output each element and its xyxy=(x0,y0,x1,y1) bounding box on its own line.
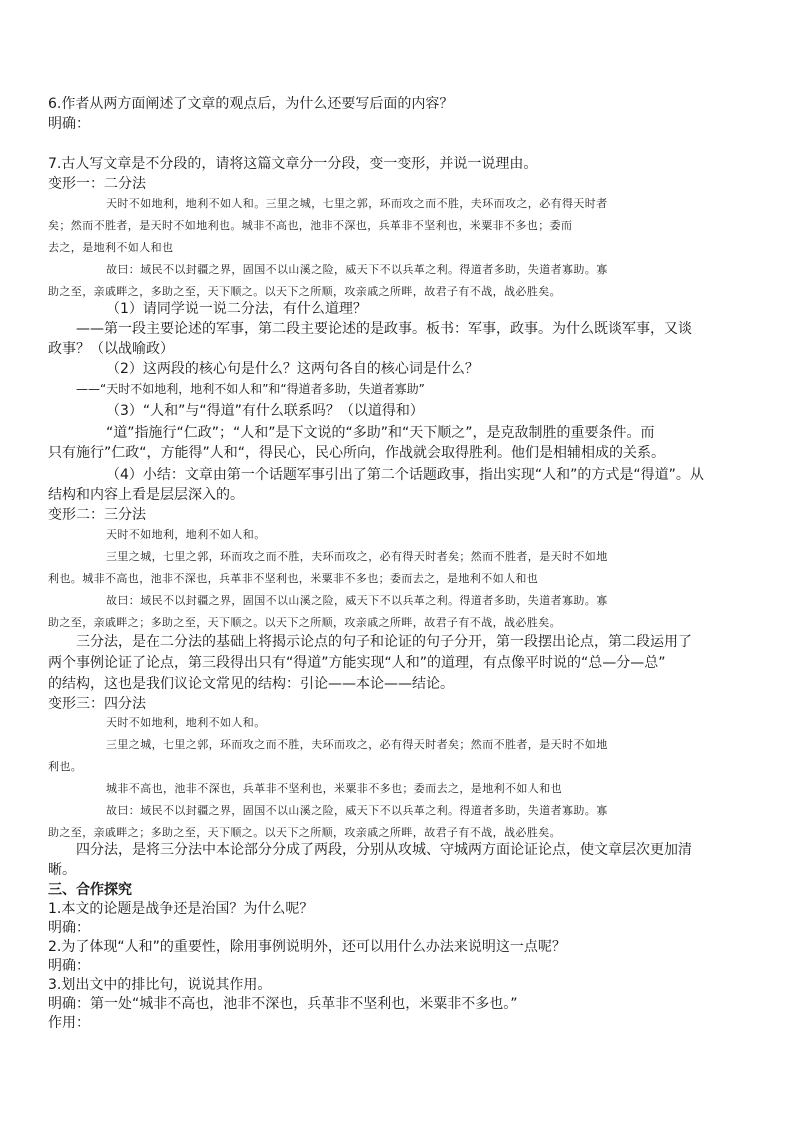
explanation-line: 的结构，这也是我们议论文常见的结构：引论——本论——结论。 xyxy=(48,676,454,692)
discussion-line: （1）请同学说一说二分法，有什么道理？ xyxy=(106,301,367,317)
classical-text-line: 故曰：域民不以封疆之界，固国不以山溪之险，威天下不以兵革之利。得道者多助，失道者寡助。寡 xyxy=(106,263,608,276)
discussion-line: ——第一段主要论述的军事，第二段主要论述的是政事。板书：军事，政事。为什么既谈军事，又谈 xyxy=(76,321,692,337)
classical-text-line: 天时不如地利，地利不如人和。 xyxy=(106,716,266,729)
classical-text-line: 天时不如地利，地利不如人和。三里之城，七里之郭，环而攻之而不胜，夫环而攻之，必有得天时者 xyxy=(106,197,608,210)
classical-text-line: 故曰：域民不以封疆之界，固国不以山溪之险，威天下不以兵革之利。得道者多助，失道者寡助。寡 xyxy=(106,804,608,817)
explanation-line: 三分法，是在二分法的基础上将揭示论点的句子和论证的句子分开，第一段摆出论点，第二段运用了 xyxy=(76,634,692,650)
discussion-line: （2）这两段的核心句是什么？这两句各自的核心词是什么？ xyxy=(106,361,479,377)
discussion-line: 政事？（以战喻政） xyxy=(48,341,174,357)
discussion-line: 结构和内容上看是层层深入的。 xyxy=(48,487,244,503)
section-3-item: 明确： xyxy=(48,958,90,974)
classical-text-line: 三里之城，七里之郭，环而攻之而不胜，夫环而攻之，必有得天时者矣；然而不胜者，是天时不如地 xyxy=(106,738,608,751)
variant-1-title: 变形一：二分法 xyxy=(48,176,146,192)
discussion-line: （4）小结：文章由第一个话题军事引出了第二个话题政事，指出实现“人和”的方式是“得道”。从 xyxy=(106,467,704,483)
section-3-item: 2.为了体现“人和”的重要性，除用事例说明外，还可以用什么办法来说明这一点呢？ xyxy=(48,939,566,955)
question-6-answer-label: 明确： xyxy=(48,116,90,132)
section-3-heading: 三、合作探究 xyxy=(48,882,132,898)
classical-text-line: 去之，是地利不如人和也 xyxy=(48,241,174,254)
discussion-line: “道”指施行“仁政”；“人和”是下文说的“多助”和“天下顺之”，是克敌制胜的重要条件。而 xyxy=(106,425,655,441)
classical-text-line: 利也。 xyxy=(48,760,83,773)
classical-text-line: 天时不如地利，地利不如人和。 xyxy=(106,528,266,541)
classical-text-line: 助之至，亲戚畔之；多助之至，天下顺之。以天下之所顺，攻亲戚之所畔，故君子有不战，战必胜矣。 xyxy=(48,826,561,839)
discussion-line: 只有施行”仁政“，方能得”人和“，得民心，民心所向，作战就会取得胜利。他们是相辅相成的关系。 xyxy=(48,445,666,461)
section-3-item: 明确： xyxy=(48,920,90,936)
explanation-line: 两个事例论证了论点，第三段得出只有“得道”方能实现“人和”的道理，有点像平时说的“总—分—总” xyxy=(48,655,666,671)
question-6: 6.作者从两方面阐述了文章的观点后，为什么还要写后面的内容？ xyxy=(48,96,454,112)
discussion-line: （3）“人和”与“得道”有什么联系吗？（以道得和） xyxy=(106,403,424,419)
section-3-item: 3.划出文中的排比句，说说其作用。 xyxy=(48,977,272,993)
classical-text-line: 利也。城非不高也，池非不深也，兵革非不坚利也，米粟非不多也；委而去之，是地利不如人和也 xyxy=(48,572,539,585)
classical-text-line: 助之至，亲戚畔之，多助之至，天下顺之。以天下之所顺，攻亲戚之所畔，故君子有不战，战必胜矣。 xyxy=(48,285,561,298)
classical-text-line: 故曰：域民不以封疆之界，固国不以山溪之险，威天下不以兵革之利。得道者多助，失道者寡助。寡 xyxy=(106,594,608,607)
discussion-line: ——“天时不如地利，地利不如人和”和“得道者多助，失道者寡助” xyxy=(76,382,425,396)
question-7: 7.古人写文章是不分段的，请将这篇文章分一分段，变一变形，并说一说理由。 xyxy=(48,156,538,172)
explanation-line: 四分法，是将三分法中本论部分分成了两段，分别从攻城、守城两方面论证论点，使文章层次更加清 xyxy=(76,842,692,858)
classical-text-line: 三里之城，七里之郭，环而攻之而不胜，夫环而攻之，必有得天时者矣；然而不胜者，是天时不如地 xyxy=(106,550,608,563)
classical-text-line: 城非不高也，池非不深也，兵革非不坚利也，米粟非不多也；委而去之，是地利不如人和也 xyxy=(106,782,562,795)
section-3-item: 1.本文的论题是战争还是治国？为什么呢？ xyxy=(48,901,314,917)
section-3-item: 明确：第一处“城非不高也，池非不深也，兵革非不坚利也，米粟非不多也。” xyxy=(48,996,518,1012)
variant-2-title: 变形二：三分法 xyxy=(48,507,146,523)
classical-text-line: 助之至，亲戚畔之；多助之至，天下顺之。以天下之所顺，攻亲戚之所畔，故君子有不战，战必胜矣。 xyxy=(48,616,561,629)
section-3-item: 作用： xyxy=(48,1015,90,1031)
explanation-line: 晰。 xyxy=(48,862,76,878)
classical-text-line: 矣；然而不胜者，是天时不如地利也。城非不高也，池非不深也，兵革非不坚利也，米粟非不多也；委而 xyxy=(48,219,573,232)
variant-3-title: 变形三：四分法 xyxy=(48,696,146,712)
